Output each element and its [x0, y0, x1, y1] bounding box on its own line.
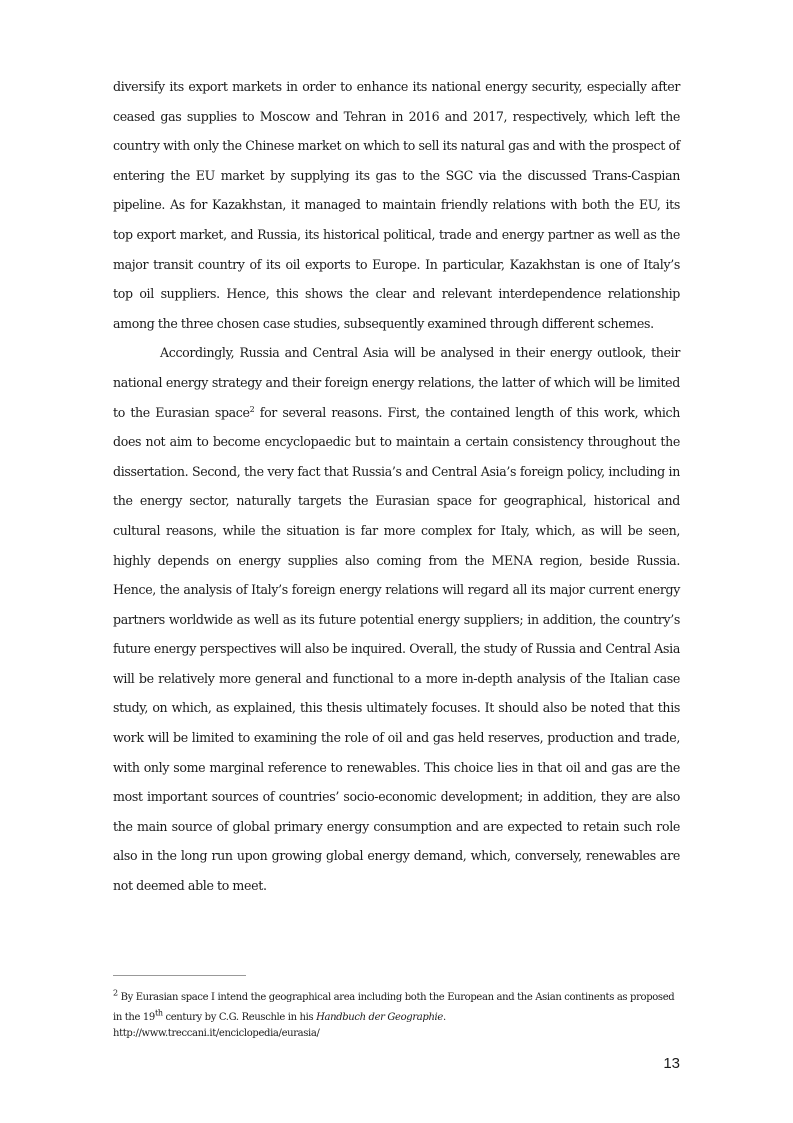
footnote-number: 2 [113, 988, 118, 998]
paragraph-2 [113, 338, 680, 900]
footnote-url-link[interactable]: http://www.treccani.it/enciclopedia/eurasia/ [113, 1028, 320, 1039]
footnote-divider [113, 975, 246, 976]
paragraph-1: diversify its export markets in order to enhance its national energy security, especially after ceased gas supplies to Moscow and Tehran in 2016 and 2017, respectively, which left the country with only the Chinese market on which to sell its natural gas and with the prospect of entering the EU market by supplying its gas to the SGC via the discussed Trans-Caspian pipeline. As for Kazakhstan, it managed to maintain friendly relations with both the EU, its top export market, and Russia, its historical political, trade and energy partner as well as the major transit country of its oil exports to Europe. In particular, Kazakhstan is one of Italy’s top oil suppliers. Hence, this shows the clear and relevant interdependence relationship among the three chosen case studies, subsequently examined through different schemes. [113, 79, 680, 331]
body-text [113, 72, 680, 901]
page-number: 13 [663, 1055, 680, 1072]
footnote-book-title: Handbuch der Geographie [316, 1012, 443, 1023]
footnote-superscript: th [154, 1008, 163, 1018]
footnote-text-1: By Eurasian space I intend the geographical area including both the European and the Asian continents as proposed in the 19 [113, 992, 675, 1023]
footnote [113, 988, 683, 1040]
footnote-text-end: . [442, 1012, 446, 1023]
footnote-reference[interactable]: 2 [249, 404, 255, 414]
footnote-text-2: century by C.G. Reuschle in his [162, 1012, 317, 1023]
paragraph-2-start: Accordingly, Russia and Central Asia will be analysed in their energy outlook, their national energy strategy and their foreign energy relations, the latter of which will be limited to the Eurasian space [113, 345, 680, 420]
paragraph-2-rest: for several reasons. First, the contained length of this work, which does not aim to become encyclopaedic but to maintain a certain consistency throughout the dissertation. Second, the very fact that Russia’s and Central Asia’s foreign policy, including in the energy sector, naturally targets the Eurasian space for geographical, historical and cultural reasons, while the situation is far more complex for Italy, which, as will be seen, highly depends on energy supplies also coming from the MENA region, beside Russia. Hence, the analysis of Italy’s foreign energy relations will regard all its major current energy partners worldwide as well as its future potential energy suppliers; in addition, the country’s future energy perspectives will also be inquired. Overall, the study of Russia and Central Asia will be relatively more general and functional to a more in-depth analysis of the Italian case study, on which, as explained, this thesis ultimately focuses. It should also be noted that this work will be limited to examining the role of oil and gas held reserves, production and trade, with only some marginal reference to renewables. This choice lies in that oil and gas are the most important sources of countries’ socio-economic development; in addition, they are also the main source of global primary energy consumption and are expected to retain such role also in the long run upon growing global energy demand, which, conversely, renewables are not deemed able to meet. [113, 404, 680, 894]
